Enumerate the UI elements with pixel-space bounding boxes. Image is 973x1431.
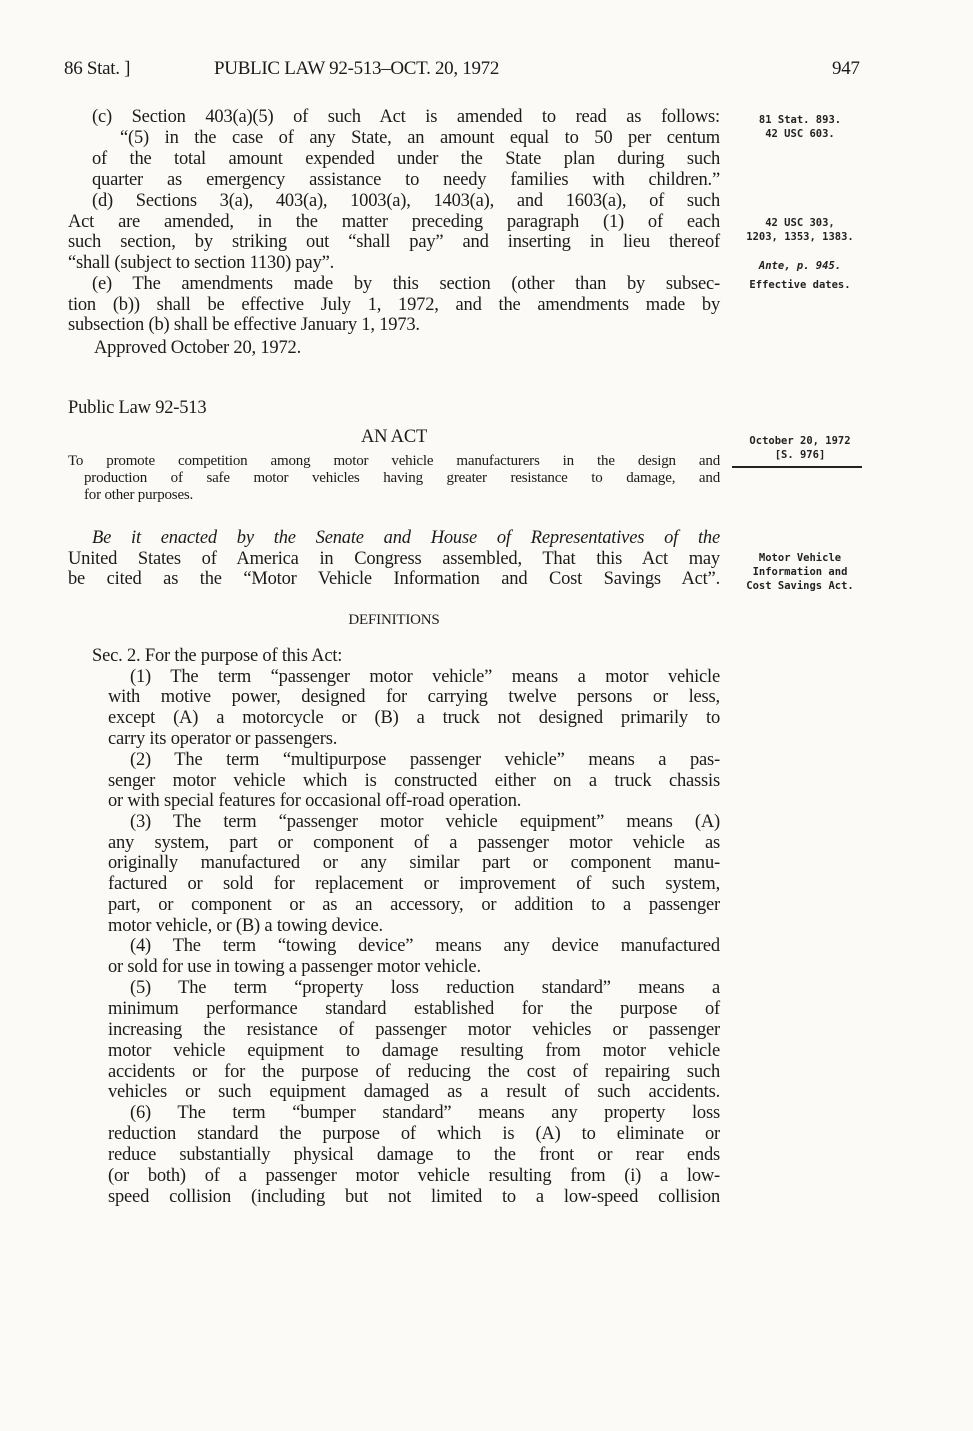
margin-rule — [732, 466, 862, 468]
text-line: any system, part or component of a passenger motor vehicle as — [108, 833, 720, 853]
text-line: except (A) a motorcycle or (B) a truck not designed primarily to — [108, 708, 720, 728]
page-number: 947 — [832, 58, 860, 79]
text-line: (3) The term “passenger motor vehicle equipment” means (A) — [130, 812, 720, 832]
margin-note: 42 USC 303, 1203, 1353, 1383. — [746, 217, 854, 243]
margin-note: Effective dates. — [749, 279, 851, 291]
text-line: tion (b)) shall be effective July 1, 1972, and the amendments made by — [68, 295, 720, 315]
text-line: (or both) of a passenger motor vehicle resulting from (i) a low- — [108, 1166, 720, 1186]
text-line: factured or sold for replacement or improvement of such system, — [108, 874, 720, 894]
text-line: increasing the resistance of passenger motor vehicles or passenger — [108, 1020, 720, 1040]
text-line: (e) The amendments made by this section (other than by subsec- — [92, 274, 720, 294]
text-line: (1) The term “passenger motor vehicle” means a motor vehicle — [130, 667, 720, 687]
text-line: accidents or for the purpose of reducing the cost of repairing such — [108, 1062, 720, 1082]
text-line: or sold for use in towing a passenger motor vehicle. — [108, 957, 481, 977]
text-line: DEFINITIONS — [348, 612, 440, 628]
text-line: reduce substantially physical damage to the front or rear ends — [108, 1145, 720, 1165]
text-line: part, or component or as an accessory, or addition to a passenger — [108, 895, 720, 915]
text-line: Act are amended, in the matter preceding paragraph (1) of each — [68, 212, 720, 232]
text-line: motor vehicle, or (B) a towing device. — [108, 916, 383, 936]
text-line: AN ACT — [360, 427, 428, 447]
text-line: Public Law 92-513 — [68, 398, 207, 418]
text-line: (5) The term “property loss reduction standard” means a — [130, 978, 720, 998]
text-line: of the total amount expended under the State plan during such — [92, 149, 720, 169]
text-line: Approved October 20, 1972. — [94, 338, 301, 358]
text-line: “(5) in the case of any State, an amount equal to 50 per centum — [120, 128, 720, 148]
text-line: such section, by striking out “shall pay” and inserting in lieu thereof — [68, 232, 720, 252]
text-line: be cited as the “Motor Vehicle Information and Cost Savings Act”. — [68, 569, 720, 589]
text-line: production of safe motor vehicles having greater resistance to damage, and — [84, 470, 720, 486]
text-line: originally manufactured or any similar part or component manu- — [108, 853, 720, 873]
text-line: (c) Section 403(a)(5) of such Act is amended to read as follows: — [92, 107, 720, 127]
text-line: minimum performance standard established for the purpose of — [108, 999, 720, 1019]
text-line: United States of America in Congress assembled, That this Act may — [68, 549, 720, 569]
text-line: for other purposes. — [84, 487, 194, 503]
text-line: Sec. 2. For the purpose of this Act: — [92, 646, 343, 666]
text-line: Be it enacted by the Senate and House of Representatives of the — [92, 528, 720, 548]
text-line: speed collision (including but not limited to a low-speed collision — [108, 1187, 720, 1207]
text-line: with motive power, designed for carrying twelve persons or less, — [108, 687, 720, 707]
text-line: (4) The term “towing device” means any device manufactured — [130, 936, 720, 956]
margin-note: October 20, 1972 [S. 976] — [749, 435, 851, 461]
text-line: or with special features for occasional off-road operation. — [108, 791, 522, 811]
text-line: quarter as emergency assistance to needy families with children.” — [92, 170, 720, 190]
margin-note: Ante, p. 945. — [758, 260, 842, 272]
text-line: motor vehicle equipment to damage resulting from motor vehicle — [108, 1041, 720, 1061]
header-stat: 86 Stat. ] — [64, 58, 131, 79]
text-line: (6) The term “bumper standard” means any property loss — [130, 1103, 720, 1123]
text-line: (2) The term “multipurpose passenger vehicle” means a pas- — [130, 750, 720, 770]
text-line: carry its operator or passengers. — [108, 729, 338, 749]
margin-note: Motor Vehicle Information and Cost Savings Act. — [746, 552, 854, 592]
text-line: vehicles or such equipment damaged as a result of such accidents. — [108, 1082, 720, 1102]
text-line: “shall (subject to section 1130) pay”. — [68, 253, 335, 273]
text-line: (d) Sections 3(a), 403(a), 1003(a), 1403(a), and 1603(a), of such — [92, 191, 720, 211]
text-line: senger motor vehicle which is constructed either on a truck chassis — [108, 771, 720, 791]
margin-note: 81 Stat. 893. 42 USC 603. — [758, 114, 842, 140]
text-line: subsection (b) shall be effective January 1, 1973. — [68, 315, 420, 335]
header-title: PUBLIC LAW 92-513–OCT. 20, 1972 — [214, 58, 500, 79]
text-line: To promote competition among motor vehicle manufacturers in the design and — [68, 453, 720, 469]
text-line: reduction standard the purpose of which is (A) to eliminate or — [108, 1124, 720, 1144]
